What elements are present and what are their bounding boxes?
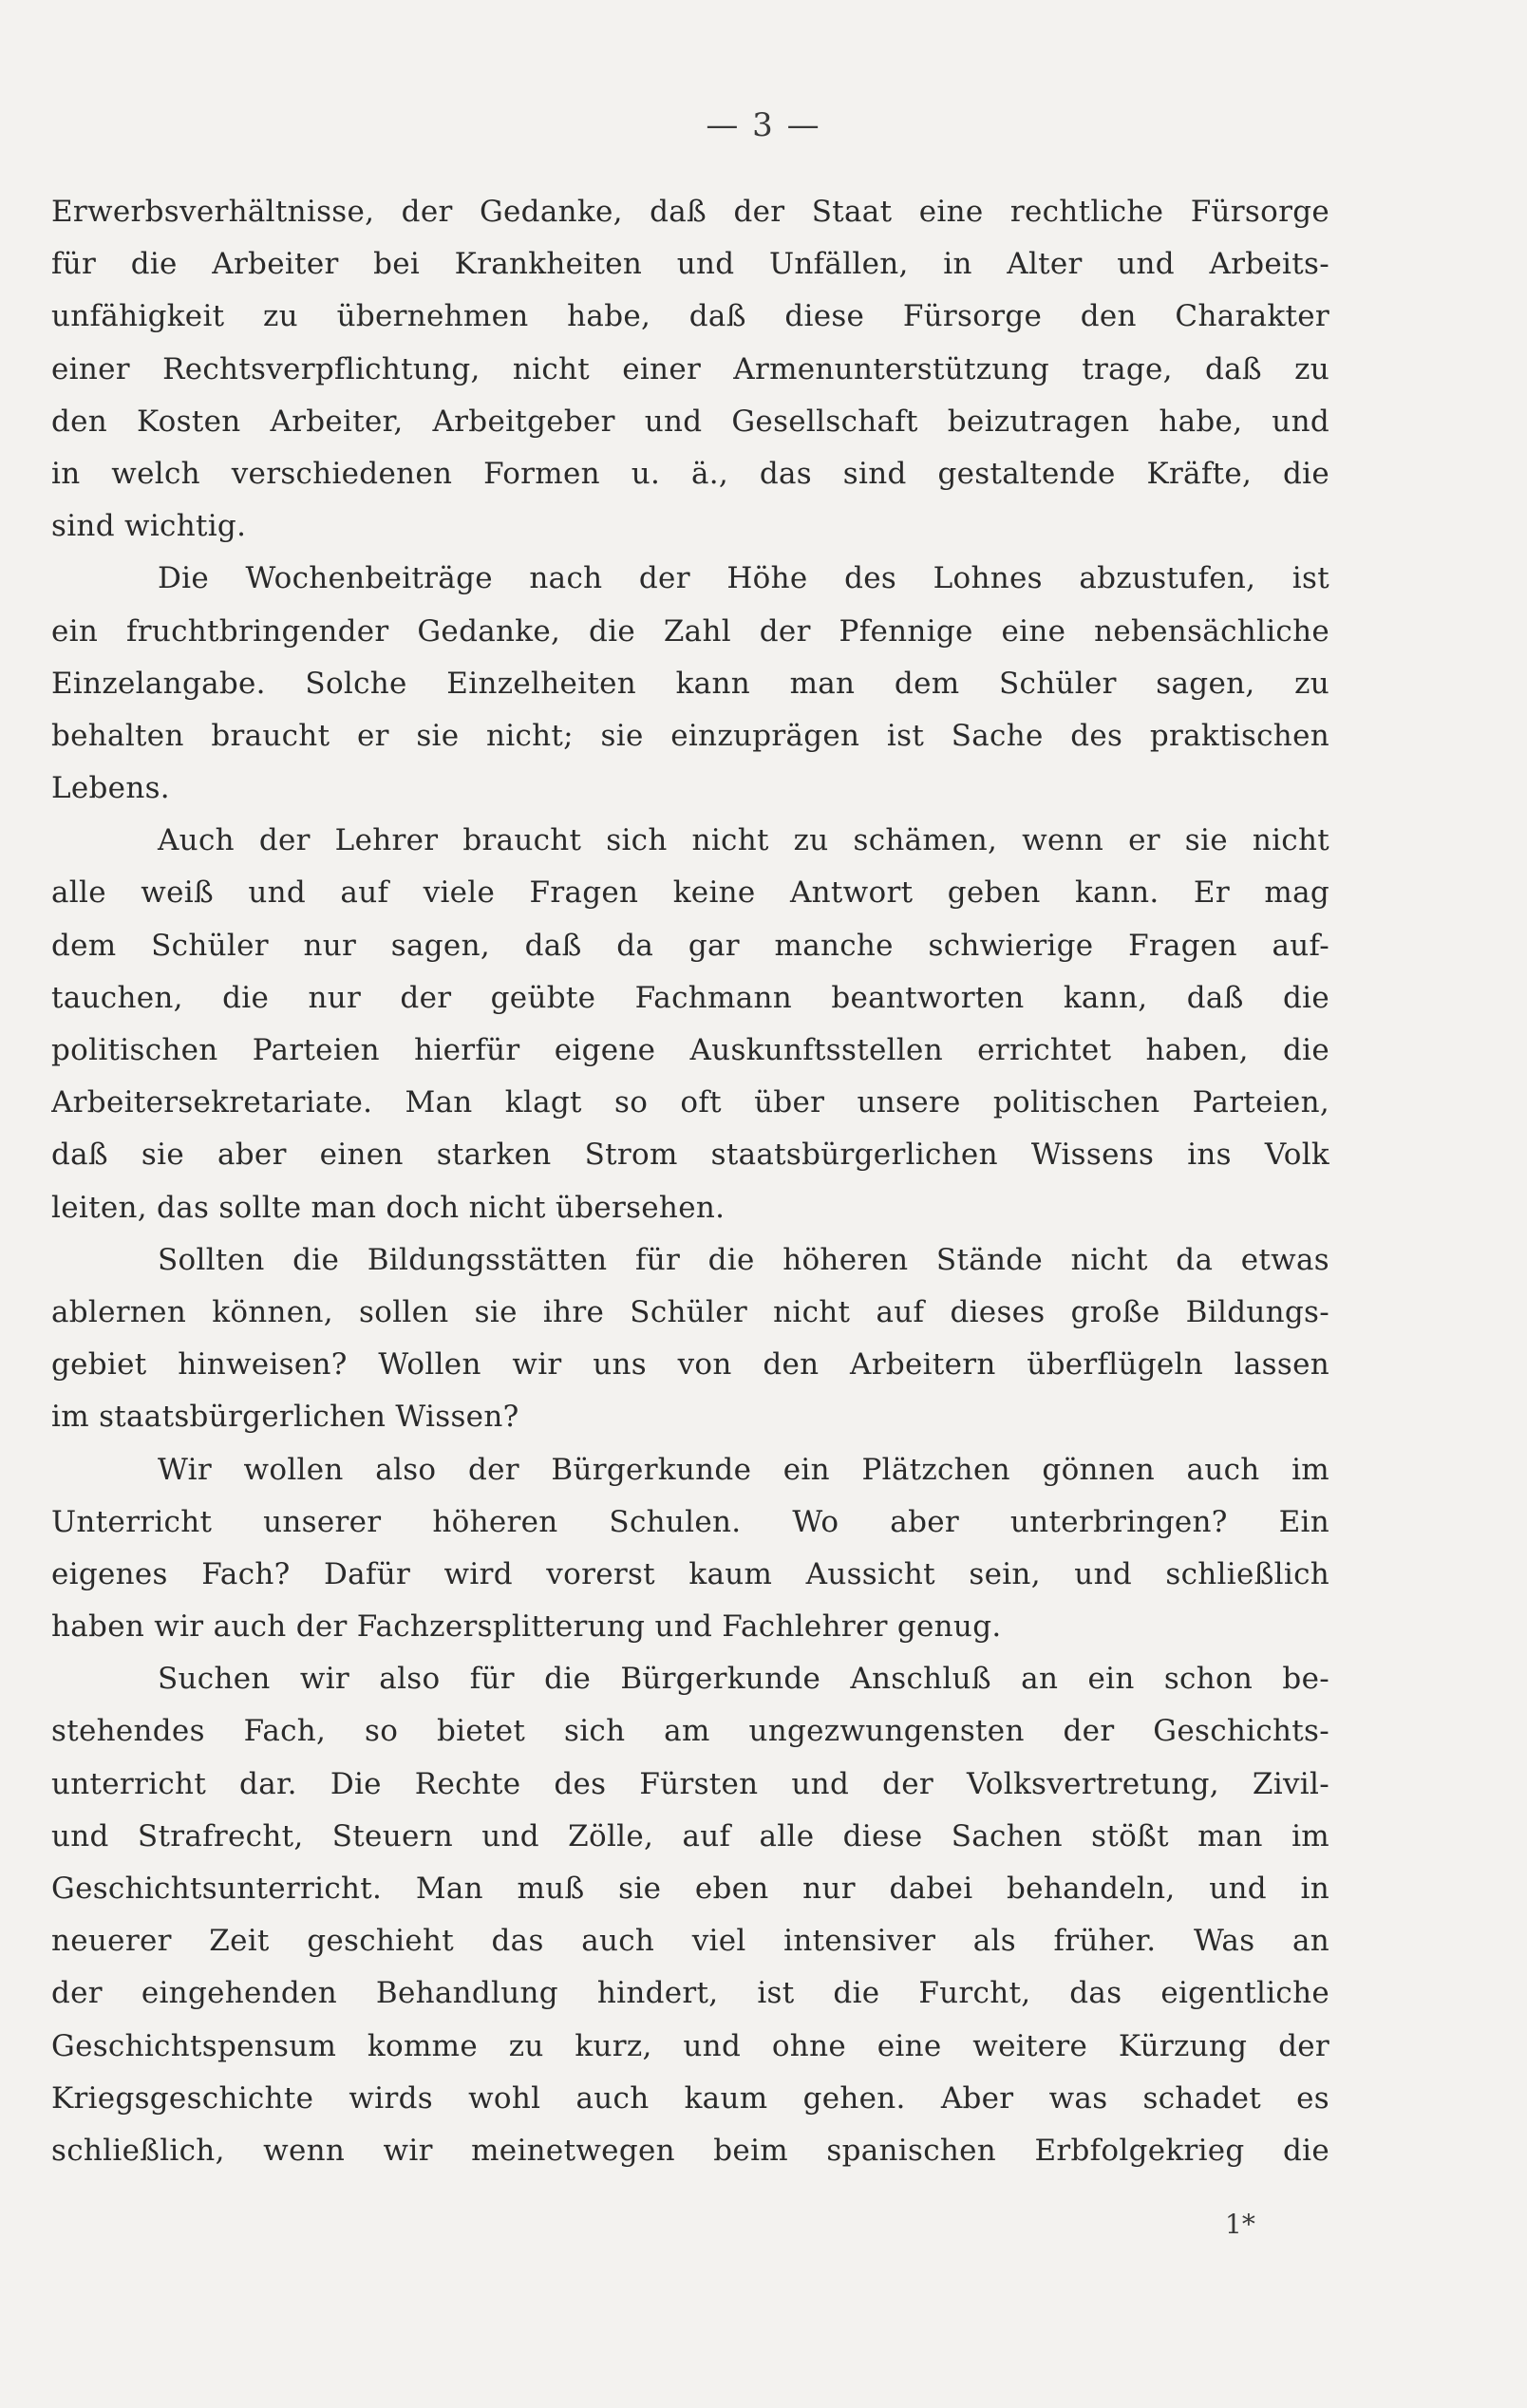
text-line: politischen Parteien hierfür eigene Auskunftsstellen errichtet haben, die <box>51 1033 1329 1067</box>
text-line: unfähigkeit zu übernehmen habe, daß diese Fürsorge den Charakter <box>51 299 1329 334</box>
text-line: stehendes Fach, so bietet sich am ungezwungensten der Geschichts- <box>51 1714 1329 1749</box>
text-line: alle weiß und auf viele Fragen keine Antwort geben kann. Er mag <box>51 875 1329 911</box>
text-line: Wir wollen also der Bürgerkunde ein Plätzchen gönnen auch im <box>158 1452 1329 1487</box>
text-line: dem Schüler nur sagen, daß da gar manche schwierige Fragen auf- <box>51 928 1329 963</box>
text-line: ablernen können, sollen sie ihre Schüler nicht auf dieses große Bildungs- <box>51 1294 1329 1329</box>
paragraph-3 <box>51 815 1329 1234</box>
text-line: schließlich, wenn wir meinetwegen beim spanischen Erbfolgekrieg die <box>51 2133 1329 2168</box>
text-line: Suchen wir also für die Bürgerkunde Anschluß an ein schon be- <box>158 1662 1329 1697</box>
text-line: einer Rechtsverpflichtung, nicht einer Armenunterstützung trage, daß zu <box>51 351 1329 386</box>
text-line: Sollten die Bildungsstätten für die höheren Stände nicht da etwas <box>158 1242 1329 1277</box>
text-line: Lebens. <box>51 771 170 806</box>
text-line: Einzelangabe. Solche Einzelheiten kann man dem Schüler sagen, zu <box>51 666 1329 701</box>
text-line: Auch der Lehrer braucht sich nicht zu schämen, wenn er sie nicht <box>158 823 1329 858</box>
text-line: gebiet hinweisen? Wollen wir uns von den Arbeitern überflügeln lassen <box>51 1347 1329 1383</box>
text-line: haben wir auch der Fachzersplitterung und Fachlehrer genug. <box>51 1609 1002 1645</box>
paragraph-1 <box>51 186 1329 553</box>
text-line: der eingehenden Behandlung hindert, ist die Furcht, das eigentliche <box>51 1976 1329 2011</box>
paragraph-2 <box>51 553 1329 815</box>
text-line: im staatsbürgerlichen Wissen? <box>51 1400 519 1435</box>
text-line: den Kosten Arbeiter, Arbeitgeber und Gesellschaft beizutragen habe, und <box>51 404 1329 439</box>
paragraph-5 <box>51 1444 1329 1654</box>
text-line: in welch verschiedenen Formen u. ä., das sind gestaltende Kräfte, die <box>51 456 1329 491</box>
paragraph-6 <box>51 1653 1329 2177</box>
text-line: ein fruchtbringender Gedanke, die Zahl der Pfennige eine nebensächliche <box>51 613 1329 649</box>
text-line: unterricht dar. Die Rechte des Fürsten und der Volksvertretung, Zivil- <box>51 1766 1329 1801</box>
text-line: und Strafrecht, Steuern und Zölle, auf alle diese Sachen stößt man im <box>51 1818 1329 1853</box>
text-line: behalten braucht er sie nicht; sie einzuprägen ist Sache des praktischen <box>51 718 1329 753</box>
text-line: neuerer Zeit geschieht das auch viel intensiver als früher. Was an <box>51 1924 1329 1959</box>
text-line: Geschichtspensum komme zu kurz, und ohne eine weitere Kürzung der <box>51 2028 1329 2063</box>
text-line: Kriegsgeschichte wirds wohl auch kaum gehen. Aber was schadet es <box>51 2080 1329 2116</box>
text-line: Arbeitersekretariate. Man klagt so oft über unsere politischen Parteien, <box>51 1085 1329 1120</box>
paragraph-4 <box>51 1234 1329 1444</box>
document-body <box>51 186 1329 2177</box>
text-line: Erwerbsverhältnisse, der Gedanke, daß der Staat eine rechtliche Fürsorge <box>51 195 1329 229</box>
text-line: daß sie aber einen starken Strom staatsbürgerlichen Wissens ins Volk <box>51 1138 1329 1173</box>
text-line: Unterricht unserer höheren Schulen. Wo aber unterbringen? Ein <box>51 1504 1329 1539</box>
page-header-number: — 3 — <box>706 106 821 144</box>
text-line: leiten, das sollte man doch nicht übersehen. <box>51 1190 726 1225</box>
text-line: Geschichtsunterricht. Man muß sie eben nur dabei behandeln, und in <box>51 1872 1329 1906</box>
text-line: eigenes Fach? Dafür wird vorerst kaum Aussicht sein, und schließlich <box>51 1556 1329 1591</box>
printer-signature-mark: 1* <box>1225 2209 1255 2240</box>
text-line: tauchen, die nur der geübte Fachmann beantworten kann, daß die <box>51 980 1329 1015</box>
text-line: Die Wochenbeiträge nach der Höhe des Lohnes abzustufen, ist <box>158 561 1329 596</box>
text-line: sind wichtig. <box>51 509 247 544</box>
text-line: für die Arbeiter bei Krankheiten und Unfällen, in Alter und Arbeits- <box>51 247 1329 282</box>
